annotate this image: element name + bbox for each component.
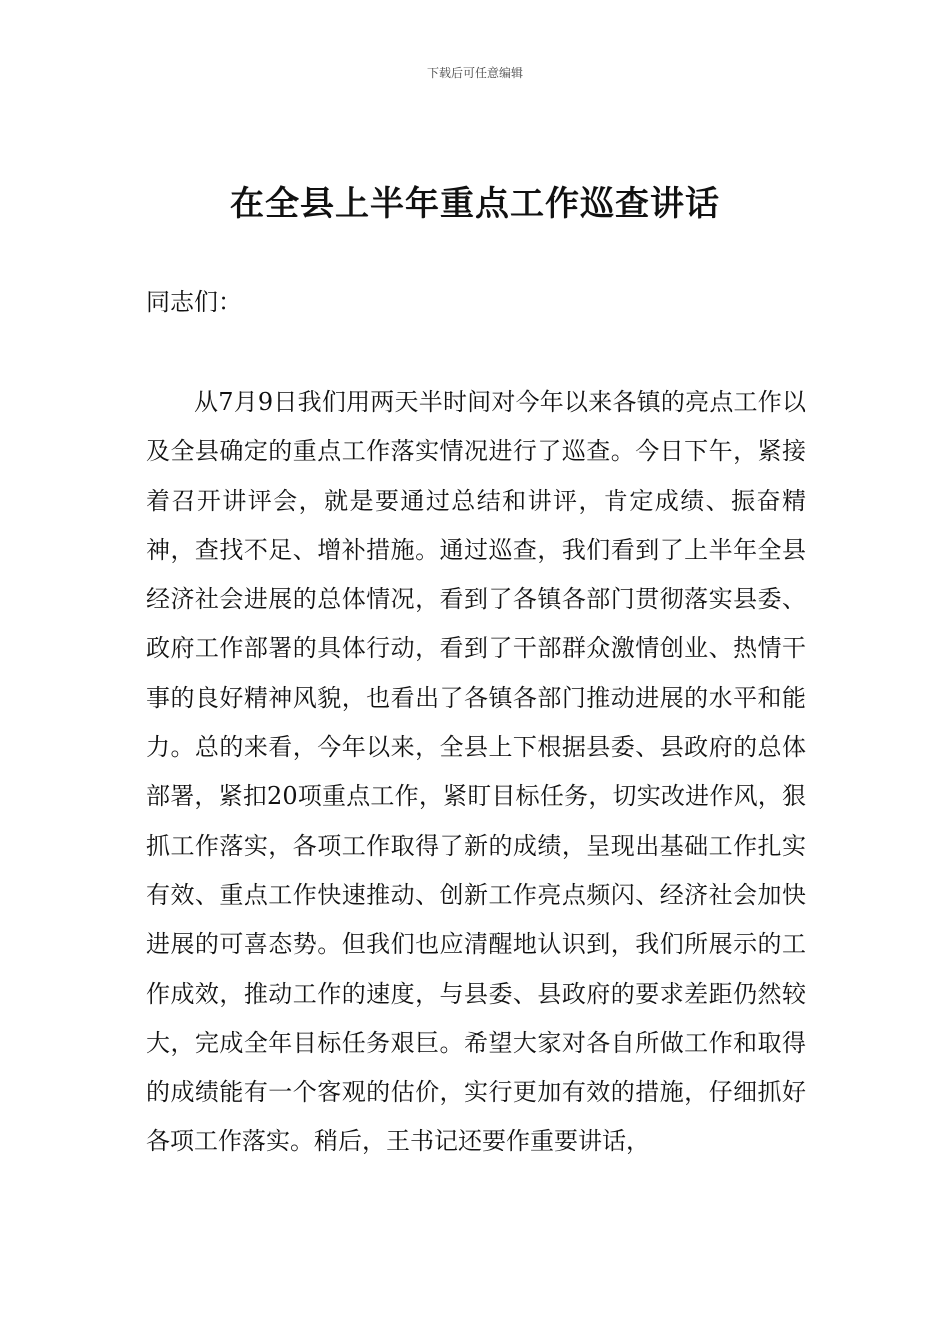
header-note: 下载后可任意编辑 — [426, 66, 523, 80]
document-title: 在全县上半年重点工作巡查讲话 — [230, 184, 720, 224]
body-paragraph: 从7月9日我们用两天半时间对今年以来各镇的亮点工作以及全县确定的重点工作落实情况进行了巡查。今日下午，紧接着召开讲评会，就是要通过总结和讲评，肯定成绩、振奋精神，查找不足、增补措施。通过巡查，我们看到了上半年全县经济社会进展的总体情况，看到了各镇各部门贯彻落实县委、政府工作部署的具体行动，看到了干部群众激情创业、热情干事的良好精神风貌，也看出了各镇各部门推动进展的水平和能力。总的来看，今年以来，全县上下根据县委、县政府的总体部署，紧扣20项重点工作，紧盯目标任务，切实改进作风，狠抓工作落实，各项工作取得了新的成绩，呈现出基础工作扎实有效、重点工作快速推动、创新工作亮点频闪、经济社会加快进展的可喜态势。但我们也应清醒地认识到，我们所展示的工作成效，推动工作的速度，与县委、县政府的要求差距仍然较大，完成全年目标任务艰巨。希望大家对各自所做工作和取得的成绩能有一个客观的估价，实行更加有效的措施，仔细抓好各项工作落实。稍后，王书记还要作重要讲话， — [146, 388, 806, 1156]
salutation: 同志们： — [146, 288, 242, 316]
